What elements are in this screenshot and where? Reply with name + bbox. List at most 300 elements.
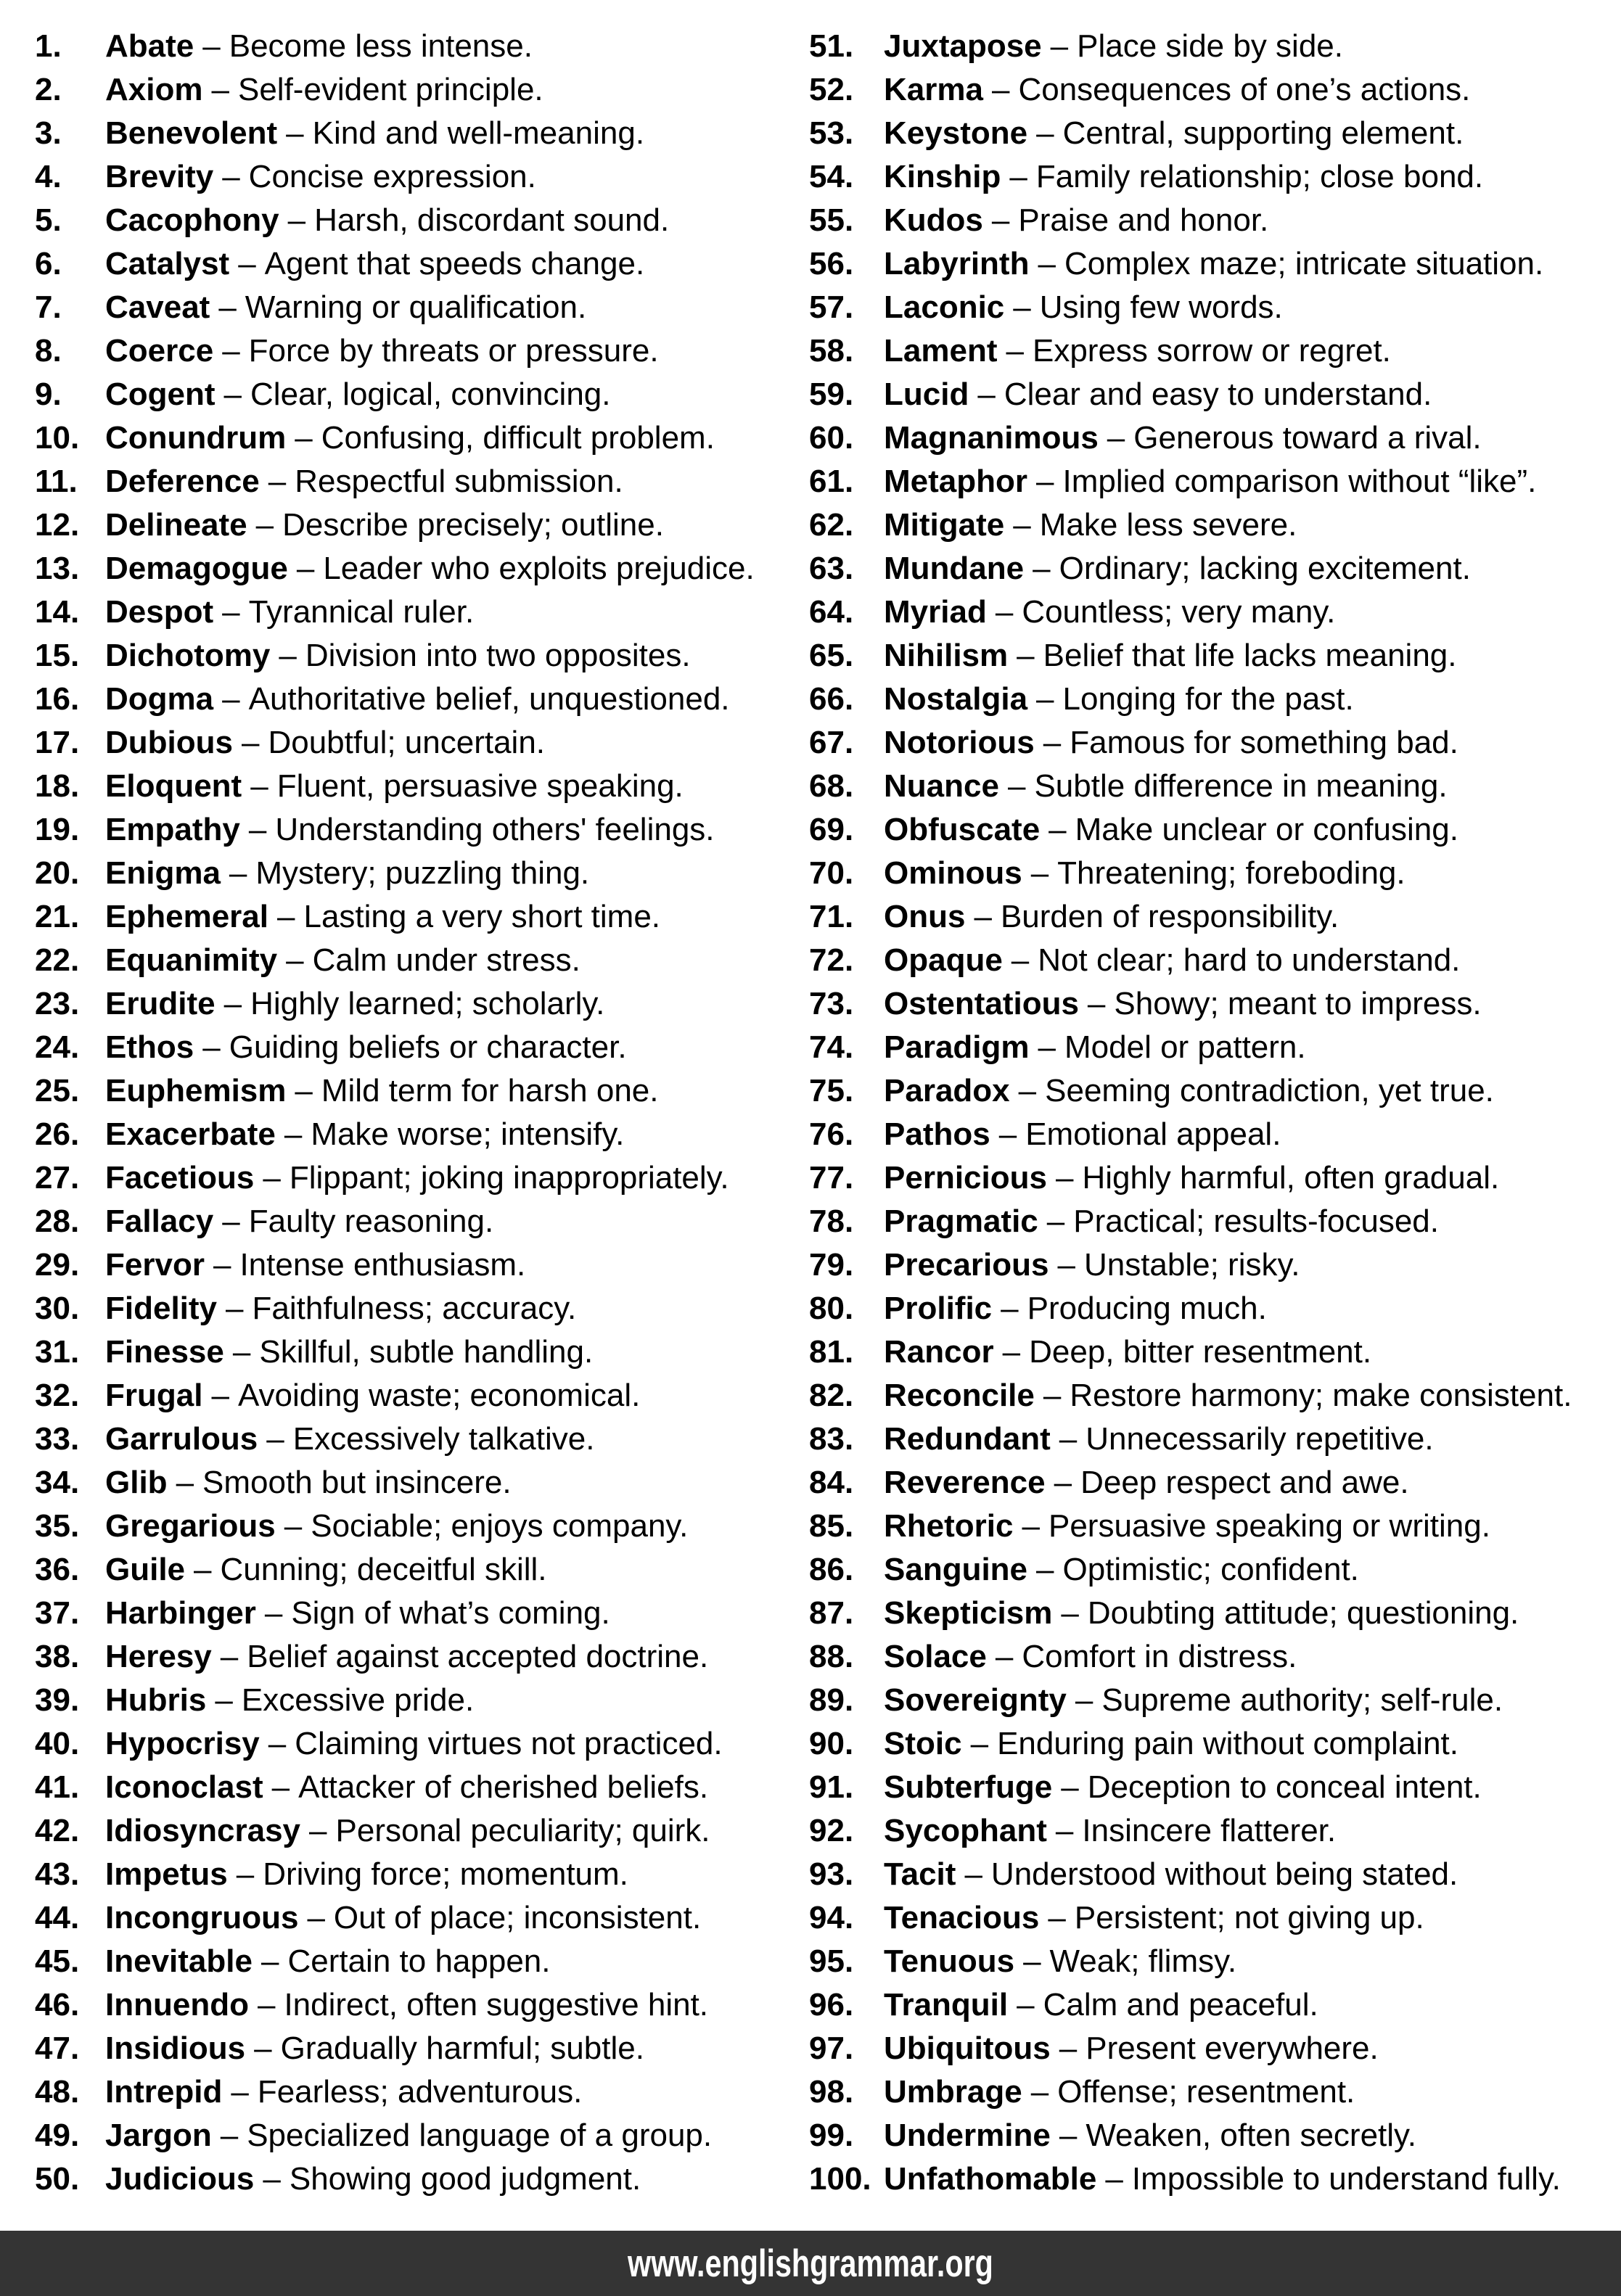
item-word: Opaque — [884, 942, 1003, 978]
item-number: 5. — [35, 202, 62, 238]
item-word: Reverence — [884, 1465, 1046, 1500]
item-entry — [884, 1505, 1490, 1548]
list-item — [0, 329, 774, 373]
list-item — [0, 678, 774, 721]
list-item — [0, 1635, 774, 1679]
list-item — [0, 1505, 774, 1548]
item-word: Facetious — [105, 1160, 255, 1196]
item-entry — [105, 721, 545, 765]
item-separator-dash: – — [211, 1378, 229, 1413]
item-separator-dash: – — [266, 1421, 284, 1457]
list-item — [0, 1113, 774, 1156]
item-entry — [105, 155, 536, 199]
item-entry — [105, 373, 611, 416]
item-definition: Deep respect and awe. — [1080, 1465, 1409, 1500]
list-item — [774, 1505, 1621, 1548]
item-separator-dash: – — [1055, 1160, 1074, 1196]
item-number: 85. — [809, 1508, 854, 1544]
list-item — [774, 1635, 1621, 1679]
item-separator-dash: – — [194, 1552, 212, 1587]
item-word: Hubris — [105, 1682, 207, 1718]
item-definition: Ordinary; lacking excitement. — [1059, 551, 1471, 586]
item-entry — [884, 634, 1457, 678]
item-entry — [105, 1896, 701, 1940]
item-word: Mundane — [884, 551, 1025, 586]
item-separator-dash: – — [287, 202, 306, 238]
item-word: Pathos — [884, 1116, 990, 1152]
item-entry — [105, 68, 543, 112]
list-item — [0, 1243, 774, 1287]
item-definition: Personal peculiarity; quirk. — [335, 1813, 710, 1848]
item-separator-dash: – — [296, 551, 315, 586]
item-separator-dash: – — [307, 1900, 325, 1935]
list-item — [0, 1156, 774, 1200]
item-separator-dash: – — [1002, 1334, 1021, 1370]
item-word: Intrepid — [105, 2074, 223, 2110]
item-entry — [105, 1069, 659, 1113]
item-definition: Highly learned; scholarly. — [250, 986, 605, 1021]
item-definition: Certain to happen. — [287, 1943, 551, 1979]
item-word: Kinship — [884, 159, 1001, 194]
item-entry — [884, 591, 1335, 634]
item-number: 40. — [35, 1726, 80, 1761]
item-entry — [105, 1026, 627, 1069]
item-entry — [884, 1940, 1236, 1983]
item-word: Fidelity — [105, 1291, 218, 1326]
item-word: Dichotomy — [105, 638, 271, 673]
item-separator-dash: – — [295, 1073, 313, 1108]
item-word: Unfathomable — [884, 2161, 1097, 2197]
item-number: 47. — [35, 2030, 80, 2066]
item-separator-dash: – — [231, 2074, 249, 2110]
word-list-column-1 — [0, 25, 774, 2201]
item-number: 77. — [809, 1160, 854, 1196]
item-separator-dash: – — [1030, 855, 1049, 891]
list-item — [774, 1287, 1621, 1330]
item-word: Tacit — [884, 1856, 956, 1892]
item-word: Stoic — [884, 1726, 962, 1761]
item-number: 21. — [35, 899, 80, 934]
item-definition: Calm and peaceful. — [1043, 1987, 1318, 2023]
item-definition: Sign of what’s coming. — [291, 1595, 610, 1631]
item-separator-dash: – — [309, 1813, 327, 1848]
item-number: 91. — [809, 1769, 854, 1805]
item-word: Catalyst — [105, 246, 230, 281]
list-item — [0, 1853, 774, 1896]
item-word: Jargon — [105, 2118, 212, 2153]
item-number: 84. — [809, 1465, 854, 1500]
item-word: Enigma — [105, 855, 221, 891]
item-entry — [105, 416, 715, 460]
item-entry — [884, 1374, 1572, 1417]
item-number: 83. — [809, 1421, 854, 1457]
item-number: 98. — [809, 2074, 854, 2110]
item-number: 58. — [809, 333, 854, 369]
item-number: 42. — [35, 1813, 80, 1848]
item-definition: Highly harmful, often gradual. — [1082, 1160, 1500, 1196]
item-number: 35. — [35, 1508, 80, 1544]
item-number: 9. — [35, 377, 62, 412]
item-definition: Place side by side. — [1077, 28, 1343, 64]
item-entry — [105, 112, 644, 155]
list-item — [0, 25, 774, 68]
item-number: 61. — [809, 464, 854, 499]
item-word: Brevity — [105, 159, 214, 194]
item-number: 34. — [35, 1465, 80, 1500]
item-separator-dash: – — [1048, 812, 1067, 847]
item-separator-dash: – — [236, 1856, 255, 1892]
item-separator-dash: – — [1105, 2161, 1123, 2197]
item-number: 4. — [35, 159, 62, 194]
item-entry — [105, 1766, 708, 1809]
item-number: 13. — [35, 551, 80, 586]
item-separator-dash: – — [211, 72, 229, 107]
item-definition: Showy; meant to impress. — [1114, 986, 1482, 1021]
item-entry — [884, 1330, 1371, 1374]
item-word: Hypocrisy — [105, 1726, 260, 1761]
item-definition: Avoiding waste; economical. — [237, 1378, 641, 1413]
item-number: 7. — [35, 289, 62, 325]
item-entry — [105, 460, 623, 503]
item-number: 1. — [35, 28, 62, 64]
item-entry — [884, 808, 1458, 852]
item-number: 18. — [35, 768, 80, 804]
item-word: Impetus — [105, 1856, 228, 1892]
list-item — [0, 416, 774, 460]
item-definition: Subtle difference in meaning. — [1034, 768, 1448, 804]
item-definition: Calm under stress. — [312, 942, 580, 978]
item-word: Lucid — [884, 377, 969, 412]
item-entry — [884, 1853, 1458, 1896]
item-word: Undermine — [884, 2118, 1051, 2153]
item-definition: Countless; very many. — [1022, 594, 1336, 630]
item-definition: Describe precisely; outline. — [282, 507, 664, 543]
item-entry — [884, 1766, 1482, 1809]
item-word: Guile — [105, 1552, 186, 1587]
item-number: 70. — [809, 855, 854, 891]
list-item — [0, 460, 774, 503]
item-word: Gregarious — [105, 1508, 276, 1544]
item-number: 2. — [35, 72, 62, 107]
item-word: Fallacy — [105, 1203, 214, 1239]
item-definition: Belief that life lacks meaning. — [1043, 638, 1457, 673]
item-definition: Division into two opposites. — [305, 638, 691, 673]
item-entry — [884, 329, 1391, 373]
item-entry — [105, 591, 474, 634]
list-item — [774, 939, 1621, 982]
item-word: Sycophant — [884, 1813, 1047, 1848]
item-entry — [884, 678, 1354, 721]
item-separator-dash: – — [1006, 333, 1024, 369]
item-entry — [105, 2070, 582, 2114]
item-separator-dash: – — [213, 1247, 231, 1283]
item-definition: Authoritative belief, unquestioned. — [248, 681, 730, 717]
list-item — [0, 112, 774, 155]
item-number: 29. — [35, 1247, 80, 1283]
item-entry — [884, 460, 1536, 503]
item-entry — [884, 1069, 1494, 1113]
item-entry — [105, 547, 755, 591]
item-entry — [105, 895, 660, 939]
list-item — [774, 1548, 1621, 1592]
item-number: 82. — [809, 1378, 854, 1413]
item-word: Judicious — [105, 2161, 255, 2197]
item-definition: Confusing, difficult problem. — [321, 420, 715, 456]
item-word: Demagogue — [105, 551, 288, 586]
list-item — [0, 2027, 774, 2070]
item-word: Kudos — [884, 202, 983, 238]
list-item — [774, 1896, 1621, 1940]
item-word: Benevolent — [105, 115, 278, 151]
item-definition: Supreme authority; self-rule. — [1101, 1682, 1503, 1718]
item-definition: Make worse; intensify. — [311, 1116, 625, 1152]
item-entry — [105, 1243, 525, 1287]
item-entry — [884, 765, 1448, 808]
item-definition: Persuasive speaking or writing. — [1048, 1508, 1490, 1544]
item-separator-dash: – — [222, 681, 240, 717]
item-entry — [884, 1156, 1499, 1200]
item-definition: Kind and well-meaning. — [312, 115, 645, 151]
item-word: Laconic — [884, 289, 1005, 325]
item-word: Dubious — [105, 725, 233, 760]
item-word: Precarious — [884, 1247, 1049, 1283]
item-number: 93. — [809, 1856, 854, 1892]
list-item — [774, 1200, 1621, 1243]
item-number: 19. — [35, 812, 80, 847]
item-separator-dash: – — [1018, 1073, 1037, 1108]
item-entry — [884, 1809, 1336, 1853]
item-separator-dash: – — [229, 855, 247, 891]
item-definition: Leader who exploits prejudice. — [323, 551, 755, 586]
item-entry — [105, 1374, 640, 1417]
list-item — [0, 1809, 774, 1853]
item-word: Cogent — [105, 377, 216, 412]
item-entry — [884, 2027, 1379, 2070]
list-item — [774, 155, 1621, 199]
item-definition: Longing for the past. — [1062, 681, 1354, 717]
item-word: Conundrum — [105, 420, 287, 456]
item-separator-dash: – — [1036, 464, 1054, 499]
item-separator-dash: – — [286, 942, 304, 978]
item-entry — [884, 852, 1405, 895]
item-separator-dash: – — [1017, 638, 1035, 673]
item-separator-dash: – — [977, 377, 996, 412]
list-item — [0, 721, 774, 765]
item-separator-dash: – — [1075, 1682, 1093, 1718]
item-separator-dash: – — [263, 1160, 281, 1196]
item-separator-dash: – — [257, 1987, 276, 2023]
item-entry — [884, 199, 1268, 242]
item-word: Paradigm — [884, 1029, 1030, 1065]
item-number: 15. — [35, 638, 80, 673]
list-item — [774, 895, 1621, 939]
item-definition: Sociable; enjoys company. — [311, 1508, 689, 1544]
item-number: 54. — [809, 159, 854, 194]
item-word: Empathy — [105, 812, 240, 847]
item-definition: Gradually harmful; subtle. — [280, 2030, 644, 2066]
item-number: 67. — [809, 725, 854, 760]
item-word: Pernicious — [884, 1160, 1047, 1196]
list-item — [774, 678, 1621, 721]
item-separator-dash: – — [202, 1029, 221, 1065]
item-definition: Harsh, discordant sound. — [314, 202, 670, 238]
list-item — [774, 2114, 1621, 2157]
item-entry — [884, 2114, 1416, 2157]
item-entry — [884, 1983, 1318, 2027]
item-word: Erudite — [105, 986, 216, 1021]
list-item — [0, 242, 774, 286]
item-separator-dash: – — [1036, 115, 1054, 151]
footer-bar — [0, 2231, 1621, 2296]
item-number: 68. — [809, 768, 854, 804]
item-entry — [105, 2157, 641, 2201]
item-entry — [884, 1635, 1297, 1679]
item-number: 25. — [35, 1073, 80, 1108]
item-word: Rancor — [884, 1334, 994, 1370]
item-separator-dash: – — [1046, 1203, 1065, 1239]
item-separator-dash: – — [991, 202, 1010, 238]
item-entry — [884, 503, 1297, 547]
item-number: 48. — [35, 2074, 80, 2110]
item-entry — [105, 765, 684, 808]
item-separator-dash: – — [232, 1334, 251, 1370]
list-item — [774, 2027, 1621, 2070]
item-definition: Weaken, often secretly. — [1086, 2118, 1417, 2153]
item-definition: Make less severe. — [1039, 507, 1297, 543]
item-definition: Insincere flatterer. — [1082, 1813, 1337, 1848]
item-word: Prolific — [884, 1291, 993, 1326]
item-definition: Intense enthusiasm. — [239, 1247, 526, 1283]
item-word: Dogma — [105, 681, 214, 717]
item-separator-dash: – — [1036, 681, 1054, 717]
item-definition: Mystery; puzzling thing. — [255, 855, 590, 891]
item-definition: Skillful, subtle handling. — [259, 1334, 594, 1370]
item-number: 72. — [809, 942, 854, 978]
item-entry — [884, 895, 1339, 939]
list-item — [774, 1679, 1621, 1722]
item-separator-dash: – — [268, 464, 287, 499]
item-separator-dash: – — [279, 638, 297, 673]
item-definition: Specialized language of a group. — [247, 2118, 713, 2153]
item-definition: Producing much. — [1027, 1291, 1267, 1326]
item-number: 57. — [809, 289, 854, 325]
item-definition: Complex maze; intricate situation. — [1064, 246, 1544, 281]
item-number: 73. — [809, 986, 854, 1021]
item-separator-dash: – — [222, 594, 240, 630]
item-definition: Respectful submission. — [295, 464, 623, 499]
item-number: 62. — [809, 507, 854, 543]
item-separator-dash: – — [1011, 942, 1030, 978]
item-number: 78. — [809, 1203, 854, 1239]
item-definition: Tyrannical ruler. — [248, 594, 475, 630]
item-entry — [884, 242, 1543, 286]
item-definition: Optimistic; confident. — [1062, 1552, 1359, 1587]
item-number: 31. — [35, 1334, 80, 1370]
list-item — [0, 373, 774, 416]
item-definition: Out of place; inconsistent. — [333, 1900, 702, 1935]
list-item — [774, 1722, 1621, 1766]
item-entry — [105, 1461, 512, 1505]
item-definition: Offense; resentment. — [1057, 2074, 1355, 2110]
item-definition: Family relationship; close bond. — [1035, 159, 1484, 194]
item-number: 20. — [35, 855, 80, 891]
item-number: 38. — [35, 1639, 80, 1674]
item-word: Eloquent — [105, 768, 242, 804]
list-item — [0, 2070, 774, 2114]
item-separator-dash: – — [1087, 986, 1106, 1021]
item-entry — [105, 25, 533, 68]
item-entry — [884, 1417, 1434, 1461]
list-item — [774, 460, 1621, 503]
list-item — [0, 547, 774, 591]
item-definition: Doubtful; uncertain. — [268, 725, 546, 760]
item-number: 95. — [809, 1943, 854, 1979]
item-definition: Threatening; foreboding. — [1057, 855, 1405, 891]
list-item — [0, 2114, 774, 2157]
item-number: 69. — [809, 812, 854, 847]
item-number: 28. — [35, 1203, 80, 1239]
item-definition: Seeming contradiction, yet true. — [1045, 1073, 1494, 1108]
item-definition: Comfort in distress. — [1022, 1639, 1297, 1674]
item-separator-dash: – — [1043, 1378, 1062, 1413]
item-word: Deference — [105, 464, 260, 499]
item-definition: Weak; flimsy. — [1049, 1943, 1237, 1979]
item-word: Ethos — [105, 1029, 194, 1065]
item-word: Frugal — [105, 1378, 203, 1413]
item-separator-dash: – — [970, 1726, 989, 1761]
item-word: Notorious — [884, 725, 1035, 760]
item-word: Idiosyncrasy — [105, 1813, 301, 1848]
item-definition: Emotional appeal. — [1025, 1116, 1281, 1152]
item-separator-dash: – — [250, 768, 268, 804]
item-word: Fervor — [105, 1247, 205, 1283]
item-word: Cacophony — [105, 202, 279, 238]
item-separator-dash: – — [223, 377, 242, 412]
item-number: 97. — [809, 2030, 854, 2066]
item-separator-dash: – — [220, 1639, 239, 1674]
item-definition: Central, supporting element. — [1062, 115, 1464, 151]
item-separator-dash: – — [176, 1465, 194, 1500]
item-definition: Faithfulness; accuracy. — [252, 1291, 577, 1326]
item-entry — [884, 1026, 1306, 1069]
item-separator-dash: – — [1043, 725, 1062, 760]
item-definition: Mild term for harsh one. — [321, 1073, 659, 1108]
item-separator-dash: – — [268, 1726, 287, 1761]
item-number: 96. — [809, 1987, 854, 2023]
item-definition: Persistent; not giving up. — [1074, 1900, 1424, 1935]
item-entry — [105, 1853, 628, 1896]
item-separator-dash: – — [284, 1116, 303, 1152]
item-word: Tenuous — [884, 1943, 1015, 1979]
item-separator-dash: – — [1055, 1813, 1074, 1848]
item-entry — [884, 1287, 1267, 1330]
item-entry — [884, 1679, 1503, 1722]
list-item — [0, 1200, 774, 1243]
item-word: Iconoclast — [105, 1769, 263, 1805]
list-item — [774, 2070, 1621, 2114]
item-definition: Doubting attitude; questioning. — [1087, 1595, 1519, 1631]
item-definition: Deception to conceal intent. — [1087, 1769, 1482, 1805]
item-word: Subterfuge — [884, 1769, 1053, 1805]
item-word: Juxtapose — [884, 28, 1042, 64]
item-entry — [105, 1113, 624, 1156]
item-number: 30. — [35, 1291, 80, 1326]
item-word: Karma — [884, 72, 983, 107]
item-separator-dash: – — [1050, 28, 1069, 64]
item-separator-dash: – — [238, 246, 256, 281]
item-definition: Enduring pain without complaint. — [997, 1726, 1458, 1761]
item-definition: Clear and easy to understand. — [1004, 377, 1432, 412]
